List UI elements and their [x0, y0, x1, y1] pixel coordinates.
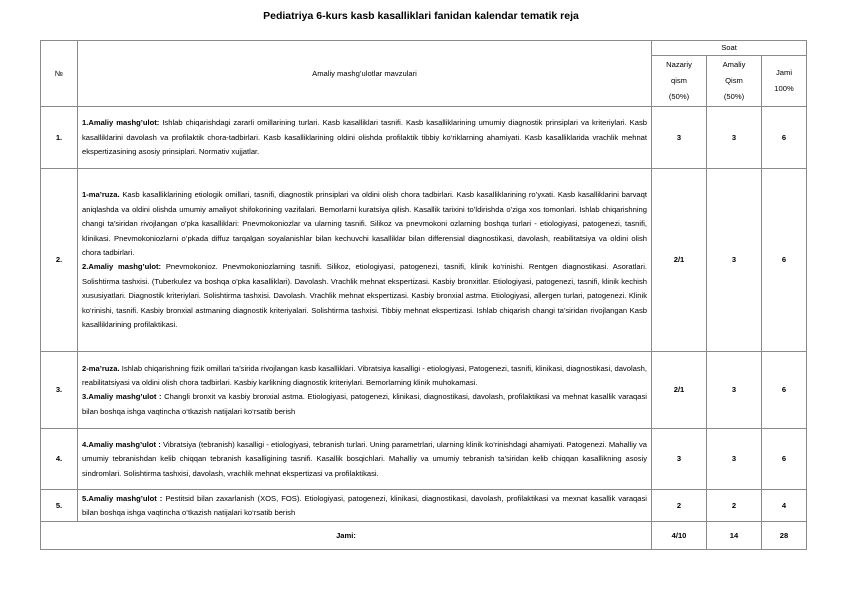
topic-paragraph — [82, 116, 647, 159]
row-theory-hours: 2/1 — [652, 352, 707, 429]
totals-theory: 4/10 — [652, 522, 707, 550]
row-number: 1. — [41, 107, 78, 169]
row-theory-hours: 3 — [652, 107, 707, 169]
topic-text: Kasb kasalliklarining etiologik omillari, tasnifi, diagnostik prinsiplari va oldini olish chora tadbirlari. Kasb kasalliklarining ro’yxati. Kasb kasalliklarini barvaqt aniqlashda va oldini olishda umumiy amaliyot shifokorining vazifalari. Bemorlarni kuratsiya qilish. Kasallik tarixini to’ldirishda o’ziga xos tomonlari. Ishlab chiqarishning changi ta’siridan rivojlangan o’pka kasalliklari: Pnevmokoniozlar va ularning tasnifi. Silikoz va pnevmokoni ozlarning boshqa turlari - etiologiyasi, patogenezi, tasnifi, klinikasi. Pnevmokoniozlarni o’pkada diffuz tarqalgan soyalanishlar bilan kechuvchi kasalliklar bilan differensial diagnostikasi, davolash, reabilitatsiya va oldini olish chora tadbirlari. — [82, 190, 647, 257]
row-theory-hours: 3 — [652, 429, 707, 490]
header-practical — [707, 56, 762, 107]
header-practical-line1: Amaliy — [722, 60, 746, 70]
table-row — [41, 107, 807, 169]
table-row — [41, 429, 807, 490]
header-number: № — [41, 41, 78, 107]
row-theory-hours: 2 — [652, 490, 707, 522]
topic-label: 2.Amaliy mashg’ulot: — [82, 262, 162, 272]
table-row — [41, 352, 807, 429]
topic-label: 2-ma’ruza. — [82, 363, 120, 373]
topic-label: 5.Amaliy mashg’ulot : — [82, 493, 163, 503]
row-topic — [78, 169, 652, 352]
header-row-top — [41, 41, 807, 56]
totals-total: 28 — [762, 522, 807, 550]
header-theory-line1: Nazariy — [666, 60, 692, 70]
row-topic — [78, 429, 652, 490]
topic-paragraph — [82, 492, 647, 521]
header-practical-line2: Qism — [725, 76, 743, 86]
row-practical-hours: 3 — [707, 107, 762, 169]
row-practical-hours: 3 — [707, 352, 762, 429]
topic-paragraph — [82, 362, 647, 391]
topic-text: Pnevmokonioz. Pnevmokoniozlarning tasnifi. Silikoz, etiologiyasi, patogenezi, tasnifi, klinik ko‘rinishi. Rentgen diagnostikasi. Asoratlari. Solishtirma tashxisi. (Tuberkulez va boshqa o’pka kasalliklari). Davolash. Vrachlik mehnat ekspertizasi. Kasbiy bronxitlar. Etiologiyasi, patogenezi, tasnifi, klinik kechish xususiyatlari. Diagnostik kriteriylari. Solishtirma tashxisi. Davolash. Vrachlik mehnat ekspertizasi. Kasbiy bronxial astma. Etiologiyasi, allergen turlari, patogenezi. Klinik ko‘rinishi, tasnifi. Kasbiy bronxial astmaning diagnostik kriteriyalari. Solishtirma tashxisi. Tibbiy mehnat ekspertizasi. Ishlab chiqarish changi ta’siridan rivojlangan Kasb kasalliklarining profilaktikasi. — [82, 262, 647, 330]
row-practical-hours: 2 — [707, 490, 762, 522]
row-number: 5. — [41, 490, 78, 522]
header-hours: Soat — [652, 41, 807, 56]
header-total-line1: Jami — [775, 68, 793, 78]
topic-label: 4.Amaliy mashg’ulot : — [82, 439, 161, 449]
header-practical-line3: (50%) — [723, 92, 745, 102]
row-topic — [78, 490, 652, 522]
calendar-plan-table — [40, 40, 807, 550]
totals-label: Jami: — [41, 522, 652, 550]
header-total-line2: 100% — [774, 84, 794, 94]
document-title: Pediatriya 6-kurs kasb kasalliklari fanidan kalendar tematik reja — [263, 10, 579, 22]
row-number: 4. — [41, 429, 78, 490]
topic-label: 1.Amaliy mashg’ulot: — [82, 118, 160, 128]
topic-text: Vibratsiya (tebranish) kasalligi - etiologiyasi, tebranish turlari. Uning parametrlari, ularning klinik ko‘rinishdagi ahamiyati. Patogenezi. Mahalliy va umumiy tebranishdan kelib chiqqan tebranish kasalligining tasnifi. Kasallik bosqichlari. Mahalliy va umumiy tebranish ta’siridan kelib chiqqan kasallikning asosiy sindromlari. Solishtirma tashxisi, davolash, vrachlik mehnat ekspertizasi va profilaktikasi. — [82, 439, 647, 478]
header-theory-line3: (50%) — [668, 92, 690, 102]
topic-text: Ishlab chiqarishning fizik omillari ta’sirida rivojlangan kasb kasalliklari. Vibratsiya kasalligi - etiologiyasi, Patogenezi, tasnifi, klinikasi, diagnostikasi, davolash, reabilitatsiyasi va oldini olish chora tadbirlari. Kasbiy karlikning diagnostik kriteriylari. Bemorlarning klinik muhokamasi. — [82, 363, 647, 387]
row-topic — [78, 352, 652, 429]
topic-text: Pestitsid bilan zaxarlanish (XOS, FOS). Etiologiyasi, patogenezi, klinikasi, diagnostikasi, davolash, profilaktikasi va mexnat kasallik varaqasi bilan boshqa ishga vaqtincha o‘tkazish natijalari ko‘rsatib berish — [82, 493, 647, 517]
topic-paragraph — [82, 260, 647, 332]
row-theory-hours: 2/1 — [652, 169, 707, 352]
row-total-hours: 4 — [762, 490, 807, 522]
header-topics: Amaliy mashg’ulotlar mavzulari — [78, 41, 652, 107]
row-number: 3. — [41, 352, 78, 429]
row-topic — [78, 107, 652, 169]
topic-paragraph — [82, 438, 647, 481]
row-total-hours: 6 — [762, 429, 807, 490]
topic-paragraph — [82, 390, 647, 419]
row-total-hours: 6 — [762, 107, 807, 169]
totals-practical: 14 — [707, 522, 762, 550]
topic-paragraph — [82, 188, 647, 260]
header-theory — [652, 56, 707, 107]
header-theory-line2: qism — [670, 76, 688, 86]
topic-text: Changli bronxit va kasbiy bronxial astma. Etiologiyasi, patogenezi, klinikasi, diagnostikasi, davolash, profilaktikasi va mehnat kasallik varaqasi bilan boshqa ishga vaqtincha o‘tkazish natijalari ko‘rsatib berish — [82, 392, 647, 416]
row-total-hours: 6 — [762, 352, 807, 429]
topic-label: 1-ma’ruza. — [82, 190, 120, 200]
table-row — [41, 490, 807, 522]
row-practical-hours: 3 — [707, 169, 762, 352]
totals-row — [41, 522, 807, 550]
table-row — [41, 169, 807, 352]
topic-text: Ishlab chiqarishdagi zararli omillarining turlari. Kasb kasalliklari tasnifi. Kasb kasalliklarining umumiy diagnostik prinsiplari va kriteriylari. Kasb kasalliklarini davolash va profilaktik chora-tadbirlari. Kasb kasalliklarining oldini olishda profilaktik tibbiy ko‘riklarning ahamiyati. Kasb kasalliklarida vrachlik mehnat ekspertizasining asosiy prinsiplari. Normativ xujjatlar. — [82, 118, 647, 157]
row-practical-hours: 3 — [707, 429, 762, 490]
header-total — [762, 56, 807, 107]
topic-label: 3.Amaliy mashg’ulot : — [82, 392, 162, 402]
row-total-hours: 6 — [762, 169, 807, 352]
row-number: 2. — [41, 169, 78, 352]
